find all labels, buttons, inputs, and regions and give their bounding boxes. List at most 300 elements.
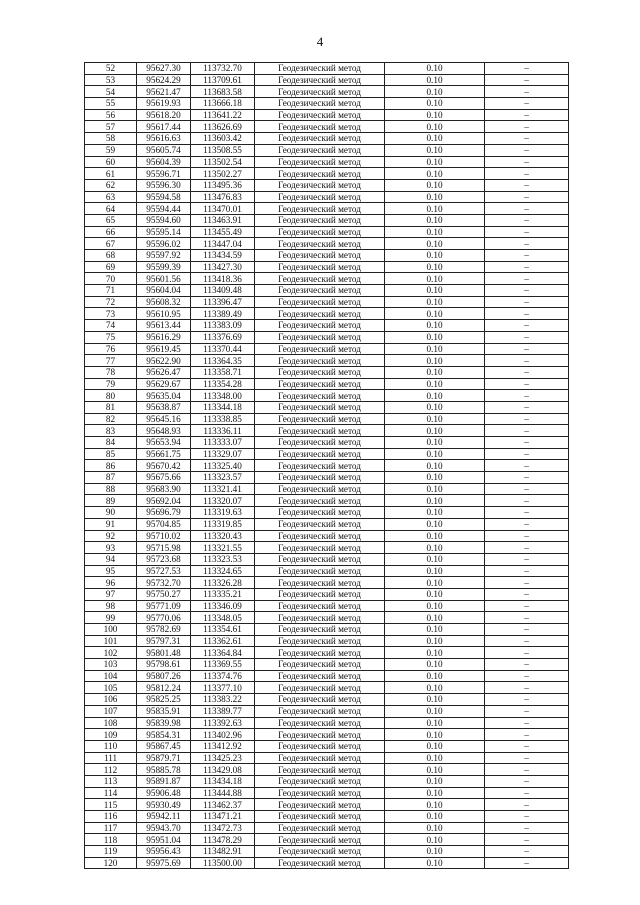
point-number-cell: 82 [85,413,137,425]
point-number-cell: 83 [85,425,137,437]
table-row [85,261,569,273]
y-coordinate-cell: 113409.48 [191,285,255,297]
method-cell: Геодезический метод [255,425,385,437]
point-number-cell: 91 [85,518,137,530]
method-cell: Геодезический метод [255,799,385,811]
method-cell: Геодезический метод [255,729,385,741]
method-cell: Геодезический метод [255,437,385,449]
table-row [85,705,569,717]
accuracy-cell: 0.10 [385,507,485,519]
point-number-cell: 67 [85,238,137,250]
point-number-cell: 103 [85,659,137,671]
method-cell: Геодезический метод [255,612,385,624]
accuracy-cell: 0.10 [385,577,485,589]
table-row [85,530,569,542]
x-coordinate-cell: 95797.31 [137,635,191,647]
table-row [85,390,569,402]
note-cell: – [485,857,569,869]
x-coordinate-cell: 95629.67 [137,378,191,390]
accuracy-cell: 0.10 [385,647,485,659]
table-row [85,355,569,367]
point-number-cell: 90 [85,507,137,519]
x-coordinate-cell: 95638.87 [137,401,191,413]
x-coordinate-cell: 95597.92 [137,250,191,262]
note-cell: – [485,775,569,787]
method-cell: Геодезический метод [255,390,385,402]
note-cell: – [485,495,569,507]
accuracy-cell: 0.10 [385,343,485,355]
method-cell: Геодезический метод [255,682,385,694]
note-cell: – [485,659,569,671]
note-cell: – [485,191,569,203]
note-cell: – [485,343,569,355]
accuracy-cell: 0.10 [385,320,485,332]
accuracy-cell: 0.10 [385,612,485,624]
x-coordinate-cell: 95622.90 [137,355,191,367]
note-cell: – [485,413,569,425]
table-row [85,378,569,390]
accuracy-cell: 0.10 [385,133,485,145]
x-coordinate-cell: 95627.30 [137,63,191,75]
note-cell: – [485,472,569,484]
accuracy-cell: 0.10 [385,250,485,262]
point-number-cell: 68 [85,250,137,262]
accuracy-cell: 0.10 [385,401,485,413]
accuracy-cell: 0.10 [385,530,485,542]
method-cell: Геодезический метод [255,285,385,297]
y-coordinate-cell: 113389.49 [191,308,255,320]
point-number-cell: 72 [85,296,137,308]
table-row [85,857,569,869]
method-cell: Геодезический метод [255,694,385,706]
y-coordinate-cell: 113444.88 [191,787,255,799]
method-cell: Геодезический метод [255,764,385,776]
point-number-cell: 52 [85,63,137,75]
method-cell: Геодезический метод [255,507,385,519]
x-coordinate-cell: 95930.49 [137,799,191,811]
y-coordinate-cell: 113376.69 [191,331,255,343]
x-coordinate-cell: 95839.98 [137,717,191,729]
y-coordinate-cell: 113626.69 [191,121,255,133]
method-cell: Геодезический метод [255,144,385,156]
method-cell: Геодезический метод [255,261,385,273]
note-cell: – [485,483,569,495]
note-cell: – [485,635,569,647]
method-cell: Геодезический метод [255,86,385,98]
table-row [85,121,569,133]
point-number-cell: 96 [85,577,137,589]
note-cell: – [485,133,569,145]
table-row [85,63,569,75]
y-coordinate-cell: 113476.83 [191,191,255,203]
accuracy-cell: 0.10 [385,63,485,75]
method-cell: Геодезический метод [255,775,385,787]
note-cell: – [485,764,569,776]
note-cell: – [485,86,569,98]
y-coordinate-cell: 113425.23 [191,752,255,764]
table-row [85,250,569,262]
accuracy-cell: 0.10 [385,98,485,110]
y-coordinate-cell: 113482.91 [191,846,255,858]
point-number-cell: 65 [85,214,137,226]
table-row [85,238,569,250]
point-number-cell: 85 [85,448,137,460]
x-coordinate-cell: 95621.47 [137,86,191,98]
method-cell: Геодезический метод [255,366,385,378]
accuracy-cell: 0.10 [385,682,485,694]
x-coordinate-cell: 95610.95 [137,308,191,320]
point-number-cell: 108 [85,717,137,729]
y-coordinate-cell: 113320.07 [191,495,255,507]
accuracy-cell: 0.10 [385,425,485,437]
note-cell: – [485,355,569,367]
method-cell: Геодезический метод [255,401,385,413]
accuracy-cell: 0.10 [385,799,485,811]
method-cell: Геодезический метод [255,811,385,823]
table-row [85,413,569,425]
accuracy-cell: 0.10 [385,670,485,682]
accuracy-cell: 0.10 [385,226,485,238]
note-cell: – [485,390,569,402]
method-cell: Геодезический метод [255,472,385,484]
table-row [85,214,569,226]
x-coordinate-cell: 95604.39 [137,156,191,168]
coordinates-table [84,62,569,869]
accuracy-cell: 0.10 [385,109,485,121]
x-coordinate-cell: 95605.74 [137,144,191,156]
accuracy-cell: 0.10 [385,74,485,86]
table-row [85,203,569,215]
accuracy-cell: 0.10 [385,740,485,752]
accuracy-cell: 0.10 [385,437,485,449]
x-coordinate-cell: 95608.32 [137,296,191,308]
note-cell: – [485,822,569,834]
x-coordinate-cell: 95619.93 [137,98,191,110]
method-cell: Геодезический метод [255,378,385,390]
x-coordinate-cell: 95956.43 [137,846,191,858]
point-number-cell: 116 [85,811,137,823]
note-cell: – [485,296,569,308]
method-cell: Геодезический метод [255,63,385,75]
table-row [85,296,569,308]
x-coordinate-cell: 95594.58 [137,191,191,203]
method-cell: Геодезический метод [255,670,385,682]
point-number-cell: 64 [85,203,137,215]
x-coordinate-cell: 95618.20 [137,109,191,121]
accuracy-cell: 0.10 [385,168,485,180]
point-number-cell: 89 [85,495,137,507]
point-number-cell: 106 [85,694,137,706]
table-row [85,518,569,530]
x-coordinate-cell: 95619.45 [137,343,191,355]
point-number-cell: 76 [85,343,137,355]
point-number-cell: 60 [85,156,137,168]
y-coordinate-cell: 113383.22 [191,694,255,706]
y-coordinate-cell: 113478.29 [191,834,255,846]
method-cell: Геодезический метод [255,226,385,238]
y-coordinate-cell: 113500.00 [191,857,255,869]
method-cell: Геодезический метод [255,109,385,121]
point-number-cell: 104 [85,670,137,682]
point-number-cell: 53 [85,74,137,86]
x-coordinate-cell: 95595.14 [137,226,191,238]
x-coordinate-cell: 95696.79 [137,507,191,519]
accuracy-cell: 0.10 [385,261,485,273]
note-cell: – [485,331,569,343]
note-cell: – [485,846,569,858]
accuracy-cell: 0.10 [385,378,485,390]
y-coordinate-cell: 113412.92 [191,740,255,752]
table-row [85,156,569,168]
accuracy-cell: 0.10 [385,285,485,297]
point-number-cell: 84 [85,437,137,449]
y-coordinate-cell: 113348.05 [191,612,255,624]
accuracy-cell: 0.10 [385,191,485,203]
note-cell: – [485,600,569,612]
table-row [85,507,569,519]
method-cell: Геодезический метод [255,530,385,542]
y-coordinate-cell: 113683.58 [191,86,255,98]
x-coordinate-cell: 95661.75 [137,448,191,460]
table-row [85,775,569,787]
table-row [85,624,569,636]
table-row [85,98,569,110]
table-row [85,285,569,297]
y-coordinate-cell: 113508.55 [191,144,255,156]
accuracy-cell: 0.10 [385,624,485,636]
table-row [85,811,569,823]
table-row [85,343,569,355]
point-number-cell: 113 [85,775,137,787]
accuracy-cell: 0.10 [385,448,485,460]
table-row [85,752,569,764]
table-row [85,168,569,180]
y-coordinate-cell: 113471.21 [191,811,255,823]
note-cell: – [485,121,569,133]
method-cell: Геодезический метод [255,460,385,472]
point-number-cell: 112 [85,764,137,776]
method-cell: Геодезический метод [255,542,385,554]
point-number-cell: 94 [85,553,137,565]
note-cell: – [485,250,569,262]
point-number-cell: 79 [85,378,137,390]
method-cell: Геодезический метод [255,717,385,729]
note-cell: – [485,834,569,846]
method-cell: Геодезический метод [255,331,385,343]
x-coordinate-cell: 95710.02 [137,530,191,542]
point-number-cell: 102 [85,647,137,659]
note-cell: – [485,811,569,823]
table-row [85,740,569,752]
note-cell: – [485,308,569,320]
method-cell: Геодезический метод [255,133,385,145]
y-coordinate-cell: 113320.43 [191,530,255,542]
method-cell: Геодезический метод [255,565,385,577]
x-coordinate-cell: 95867.45 [137,740,191,752]
x-coordinate-cell: 95835.91 [137,705,191,717]
method-cell: Геодезический метод [255,659,385,671]
point-number-cell: 71 [85,285,137,297]
note-cell: – [485,261,569,273]
table-row [85,483,569,495]
y-coordinate-cell: 113502.27 [191,168,255,180]
note-cell: – [485,530,569,542]
note-cell: – [485,740,569,752]
point-number-cell: 74 [85,320,137,332]
point-number-cell: 111 [85,752,137,764]
method-cell: Геодезический метод [255,448,385,460]
y-coordinate-cell: 113338.85 [191,413,255,425]
point-number-cell: 114 [85,787,137,799]
y-coordinate-cell: 113321.41 [191,483,255,495]
table-row [85,144,569,156]
y-coordinate-cell: 113319.85 [191,518,255,530]
note-cell: – [485,507,569,519]
accuracy-cell: 0.10 [385,121,485,133]
y-coordinate-cell: 113396.47 [191,296,255,308]
method-cell: Геодезический метод [255,705,385,717]
x-coordinate-cell: 95635.04 [137,390,191,402]
y-coordinate-cell: 113370.44 [191,343,255,355]
accuracy-cell: 0.10 [385,694,485,706]
x-coordinate-cell: 95617.44 [137,121,191,133]
x-coordinate-cell: 95683.90 [137,483,191,495]
note-cell: – [485,401,569,413]
point-number-cell: 97 [85,588,137,600]
x-coordinate-cell: 95854.31 [137,729,191,741]
table-row [85,320,569,332]
point-number-cell: 73 [85,308,137,320]
point-number-cell: 61 [85,168,137,180]
method-cell: Геодезический метод [255,834,385,846]
point-number-cell: 93 [85,542,137,554]
x-coordinate-cell: 95891.87 [137,775,191,787]
accuracy-cell: 0.10 [385,366,485,378]
point-number-cell: 55 [85,98,137,110]
point-number-cell: 101 [85,635,137,647]
note-cell: – [485,705,569,717]
accuracy-cell: 0.10 [385,705,485,717]
y-coordinate-cell: 113358.71 [191,366,255,378]
point-number-cell: 75 [85,331,137,343]
method-cell: Геодезический метод [255,308,385,320]
note-cell: – [485,588,569,600]
method-cell: Геодезический метод [255,296,385,308]
note-cell: – [485,787,569,799]
method-cell: Геодезический метод [255,203,385,215]
note-cell: – [485,647,569,659]
table-row [85,179,569,191]
accuracy-cell: 0.10 [385,822,485,834]
table-row [85,437,569,449]
x-coordinate-cell: 95906.48 [137,787,191,799]
note-cell: – [485,565,569,577]
table-row [85,588,569,600]
note-cell: – [485,448,569,460]
accuracy-cell: 0.10 [385,717,485,729]
method-cell: Геодезический метод [255,179,385,191]
accuracy-cell: 0.10 [385,355,485,367]
x-coordinate-cell: 95692.04 [137,495,191,507]
point-number-cell: 118 [85,834,137,846]
method-cell: Геодезический метод [255,273,385,285]
y-coordinate-cell: 113323.57 [191,472,255,484]
note-cell: – [485,366,569,378]
point-number-cell: 120 [85,857,137,869]
method-cell: Геодезический метод [255,553,385,565]
y-coordinate-cell: 113325.40 [191,460,255,472]
method-cell: Геодезический метод [255,740,385,752]
x-coordinate-cell: 95626.47 [137,366,191,378]
note-cell: – [485,156,569,168]
y-coordinate-cell: 113603.42 [191,133,255,145]
x-coordinate-cell: 95770.06 [137,612,191,624]
x-coordinate-cell: 95613.44 [137,320,191,332]
y-coordinate-cell: 113374.76 [191,670,255,682]
y-coordinate-cell: 113402.96 [191,729,255,741]
note-cell: – [485,518,569,530]
method-cell: Геодезический метод [255,518,385,530]
accuracy-cell: 0.10 [385,308,485,320]
accuracy-cell: 0.10 [385,331,485,343]
x-coordinate-cell: 95616.63 [137,133,191,145]
method-cell: Геодезический метод [255,495,385,507]
x-coordinate-cell: 95604.04 [137,285,191,297]
table-row [85,366,569,378]
point-number-cell: 81 [85,401,137,413]
point-number-cell: 107 [85,705,137,717]
table-row [85,670,569,682]
table-row [85,226,569,238]
x-coordinate-cell: 95616.29 [137,331,191,343]
x-coordinate-cell: 95801.48 [137,647,191,659]
coordinates-table-container [84,62,568,869]
y-coordinate-cell: 113434.18 [191,775,255,787]
y-coordinate-cell: 113389.77 [191,705,255,717]
table-row [85,799,569,811]
note-cell: – [485,203,569,215]
note-cell: – [485,378,569,390]
note-cell: – [485,285,569,297]
y-coordinate-cell: 113462.37 [191,799,255,811]
point-number-cell: 58 [85,133,137,145]
table-row [85,694,569,706]
table-row [85,109,569,121]
x-coordinate-cell: 95601.56 [137,273,191,285]
page-number: 4 [316,34,324,49]
accuracy-cell: 0.10 [385,460,485,472]
note-cell: – [485,799,569,811]
accuracy-cell: 0.10 [385,214,485,226]
table-body [85,63,569,869]
table-row [85,495,569,507]
y-coordinate-cell: 113326.28 [191,577,255,589]
x-coordinate-cell: 95732.70 [137,577,191,589]
x-coordinate-cell: 95704.85 [137,518,191,530]
method-cell: Геодезический метод [255,846,385,858]
method-cell: Геодезический метод [255,355,385,367]
note-cell: – [485,460,569,472]
x-coordinate-cell: 95798.61 [137,659,191,671]
y-coordinate-cell: 113323.53 [191,553,255,565]
point-number-cell: 99 [85,612,137,624]
x-coordinate-cell: 95594.60 [137,214,191,226]
accuracy-cell: 0.10 [385,296,485,308]
accuracy-cell: 0.10 [385,600,485,612]
accuracy-cell: 0.10 [385,635,485,647]
note-cell: – [485,437,569,449]
method-cell: Геодезический метод [255,413,385,425]
